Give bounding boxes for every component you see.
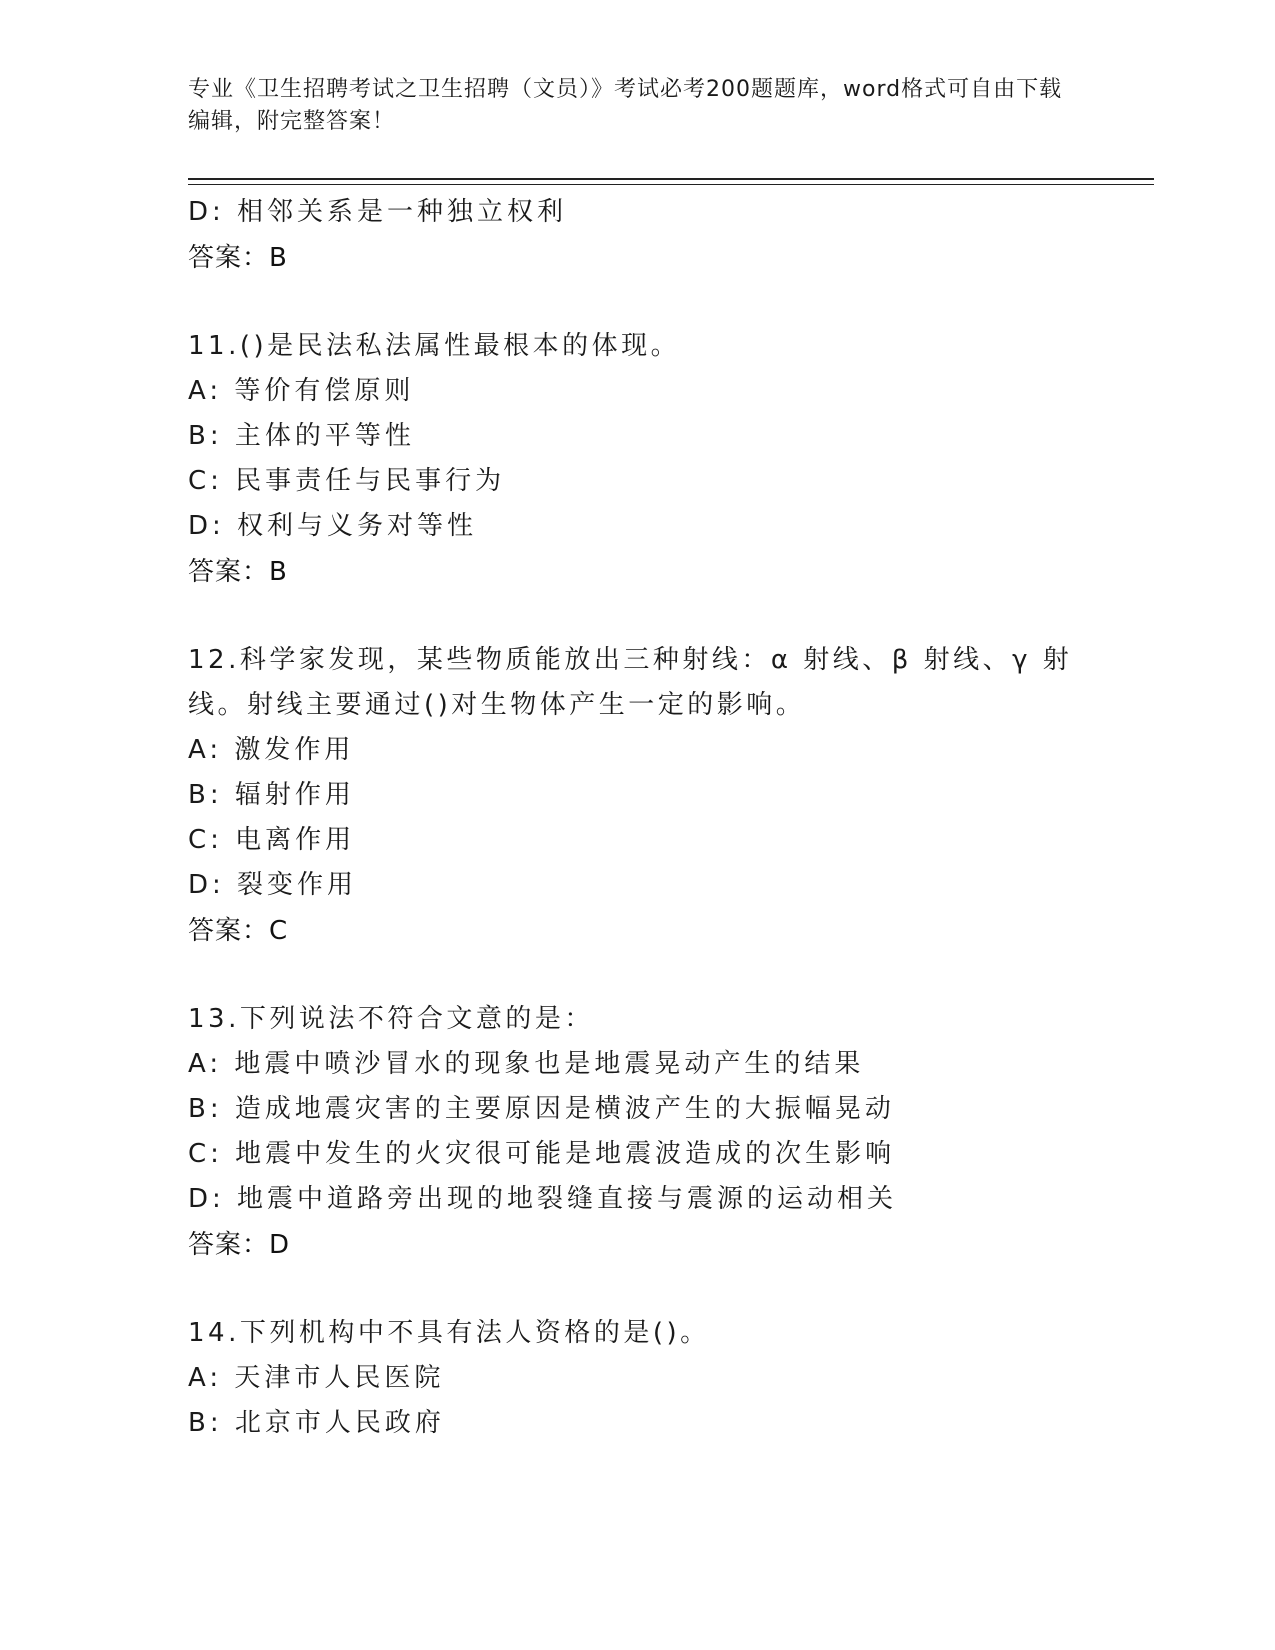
question-stem: 13.下列说法不符合文意的是： bbox=[188, 1004, 594, 1034]
option-a: A: 天津市人民医院 bbox=[188, 1363, 445, 1393]
answer: 答案：D bbox=[188, 1230, 291, 1260]
option-a: A: 激发作用 bbox=[188, 735, 355, 765]
option-b: B: 辐射作用 bbox=[188, 780, 355, 810]
option-c: C: 地震中发生的火灾很可能是地震波造成的次生影响 bbox=[188, 1139, 896, 1169]
document-header: 专业《卫生招聘考试之卫生招聘（文员）》考试必考200题题库，word格式可自由下载编辑，附完整答案！ bbox=[188, 77, 1063, 134]
option-b: B: 北京市人民政府 bbox=[188, 1408, 445, 1438]
option-d: D: 权利与义务对等性 bbox=[188, 511, 478, 541]
question-block bbox=[188, 997, 1088, 1268]
option-a: A: 等价有偿原则 bbox=[188, 376, 415, 406]
question-block bbox=[188, 190, 1088, 281]
option-d: D: 相邻关系是一种独立权利 bbox=[188, 197, 568, 227]
option-c: C: 民事责任与民事行为 bbox=[188, 466, 506, 496]
answer: 答案：B bbox=[188, 243, 288, 273]
question-block bbox=[188, 1311, 1088, 1446]
answer: 答案：C bbox=[188, 916, 289, 946]
header-rule-thin bbox=[188, 184, 1154, 185]
question-stem: 12.科学家发现，某些物质能放出三种射线：α 射线、β 射线、γ 射线。射线主要通过()对生物体产生一定的影响。 bbox=[188, 645, 1073, 720]
question-block bbox=[188, 324, 1088, 595]
option-d: D: 裂变作用 bbox=[188, 870, 358, 900]
header-rule-thick bbox=[188, 178, 1154, 180]
question-stem: 11.()是民法私法属性最根本的体现。 bbox=[188, 331, 681, 361]
question-list bbox=[188, 190, 1088, 1446]
option-b: B: 造成地震灾害的主要原因是横波产生的大振幅晃动 bbox=[188, 1094, 895, 1124]
option-a: A: 地震中喷沙冒水的现象也是地震晃动产生的结果 bbox=[188, 1049, 865, 1079]
answer: 答案：B bbox=[188, 557, 288, 587]
option-c: C: 电离作用 bbox=[188, 825, 356, 855]
option-d: D: 地震中道路旁出现的地裂缝直接与震源的运动相关 bbox=[188, 1184, 898, 1214]
question-block bbox=[188, 638, 1088, 954]
option-b: B: 主体的平等性 bbox=[188, 421, 415, 451]
question-stem: 14.下列机构中不具有法人资格的是()。 bbox=[188, 1318, 710, 1348]
